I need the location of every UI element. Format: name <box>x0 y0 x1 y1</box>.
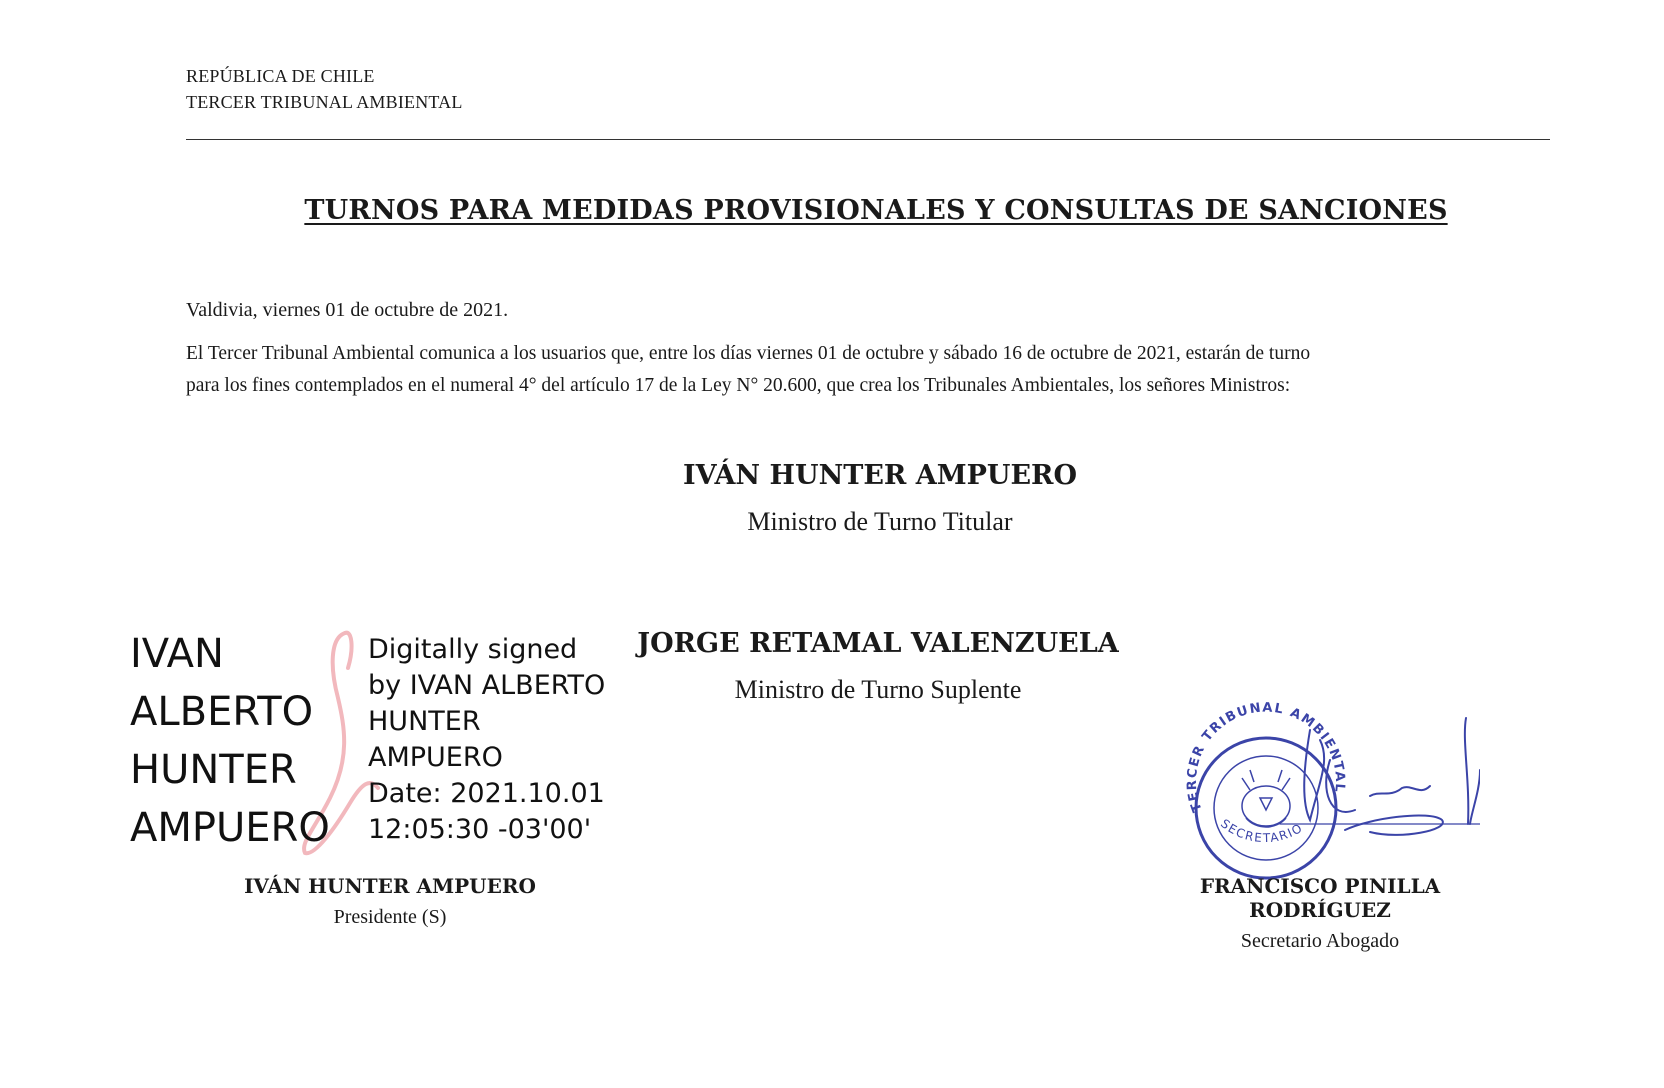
svg-text:SECRETARIO <box>1218 816 1306 845</box>
sig-detail-line-3: HUNTER <box>368 706 481 737</box>
minister-titular-name: IVÁN HUNTER AMPUERO <box>683 460 1077 491</box>
sig-detail-line-6: 12:05:30 -03'00' <box>368 814 592 845</box>
stamp-text-bottom: SECRETARIO <box>1218 816 1306 846</box>
paragraph-line-1: El Tercer Tribunal Ambiental comunica a los usuarios que, entre los días viernes 01 de octubre y sábado 16 de octubre de 2021, estarán de turno <box>186 343 1311 364</box>
header-divider <box>186 139 1550 140</box>
minister-suplente-name: JORGE RETAMAL VALENZUELA <box>637 628 1119 659</box>
sig-detail-line-5: Date: 2021.10.01 <box>368 778 605 809</box>
sig-name-line-3: HUNTER <box>130 747 297 793</box>
minister-suplente-role: Ministro de Turno Suplente <box>734 675 1022 704</box>
header-tribunal: TERCER TRIBUNAL AMBIENTAL <box>186 92 463 112</box>
signatory-left-role: Presidente (S) <box>333 906 447 928</box>
signatory-right-role: Secretario Abogado <box>1240 930 1400 952</box>
signatory-right <box>1140 874 1500 953</box>
date-line: Valdivia, viernes 01 de octubre de 2021. <box>186 299 509 321</box>
sig-name-line-1: IVAN <box>130 631 224 677</box>
tribunal-stamp <box>1180 700 1480 880</box>
sig-detail-line-4: AMPUERO <box>368 742 503 773</box>
stamp-text-top: TERCER TRIBUNAL AMBIENTAL <box>1184 700 1348 814</box>
signatory-right-name: FRANCISCO PINILLA RODRÍGUEZ <box>1199 874 1441 922</box>
document-title: TURNOS PARA MEDIDAS PROVISIONALES Y CONSULTAS DE SANCIONES <box>304 195 1448 226</box>
minister-titular <box>580 460 1180 537</box>
digital-signature-name <box>130 625 330 857</box>
header-country: REPÚBLICA DE CHILE <box>186 66 375 86</box>
paragraph-line-2: para los fines contemplados en el numeral 4° del artículo 17 de la Ley N° 20.600, que crea los Tribunales Ambientales, los señores Ministros: <box>186 375 1291 396</box>
sig-detail-line-1: Digitally signed <box>368 634 578 665</box>
svg-text:TERCER TRIBUNAL AMBIENTAL <box>1185 701 1347 814</box>
signatory-left <box>210 874 570 929</box>
digital-signature-details <box>368 632 605 848</box>
minister-titular-role: Ministro de Turno Titular <box>747 507 1013 536</box>
sig-name-line-4: AMPUERO <box>130 805 330 851</box>
minister-suplente <box>578 628 1178 705</box>
sig-detail-line-2: by IVAN ALBERTO <box>368 670 606 701</box>
signatory-left-name: IVÁN HUNTER AMPUERO <box>244 874 536 898</box>
sig-name-line-2: ALBERTO <box>130 689 314 735</box>
